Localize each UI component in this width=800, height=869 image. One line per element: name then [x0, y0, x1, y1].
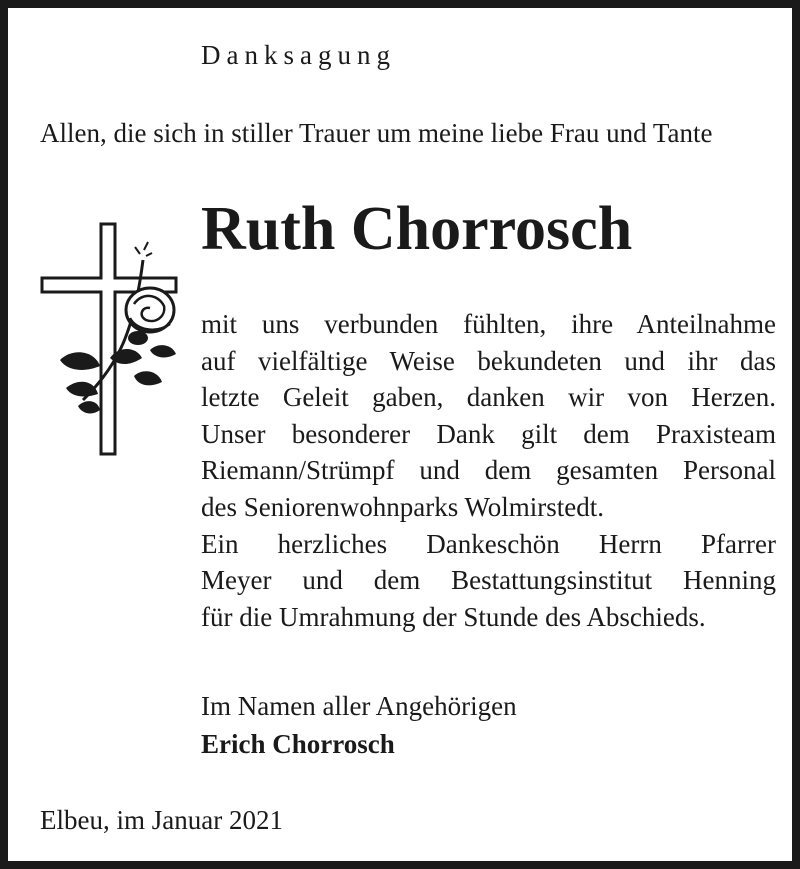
cross-icon [42, 224, 176, 454]
body-line: Riemann/Strümpf und dem gesamten Personal [201, 455, 776, 486]
body-line: auf vielfältige Weise bekundeten und ihr das [201, 345, 776, 376]
body-line: letzte Geleit gaben, danken wir von Herzen. [201, 382, 776, 413]
body-line: für die Umrahmung der Stunde des Abschieds. [201, 601, 706, 632]
rose-icon [126, 288, 174, 345]
body-text [201, 306, 776, 635]
signer-name: Erich Chorrosch [201, 729, 395, 759]
body-line: Meyer und dem Bestattungsinstitut Henning [201, 565, 776, 596]
body-line: Unser besonderer Dank gilt dem Praxisteam [201, 418, 776, 449]
body-line: des Seniorenwohnparks Wolmirstedt. [201, 491, 605, 522]
intro-text: Allen, die sich in stiller Trauer um meine liebe Frau und Tante [40, 118, 713, 148]
deceased-name: Ruth Chorrosch [201, 195, 633, 263]
body-line: Ein herzliches Dankeschön Herrn Pfarrer [201, 528, 776, 559]
body-line: mit uns verbunden fühlten, ihre Anteilnahme [201, 309, 776, 339]
cross-with-rose-icon [38, 220, 183, 460]
notice-heading: Danksagung [201, 40, 396, 70]
closing-block [201, 687, 517, 763]
place-date: Elbeu, im Januar 2021 [40, 805, 283, 835]
closing-text: Im Namen aller Angehörigen [201, 691, 517, 721]
